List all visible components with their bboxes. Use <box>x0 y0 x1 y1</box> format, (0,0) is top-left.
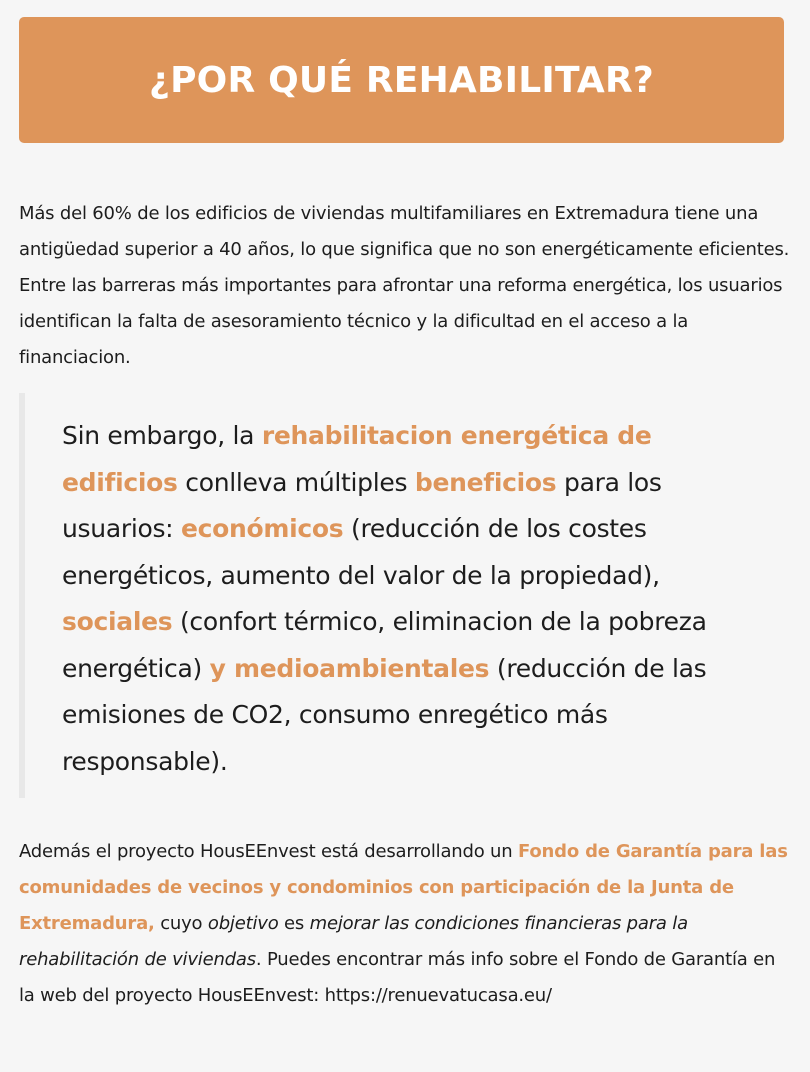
quote-text-5: (confort térmico, eliminacion de la pobreza energética) <box>62 607 707 683</box>
page-title: ¿POR QUÉ REHABILITAR? <box>149 59 654 101</box>
outro-highlight-fondo: Fondo de Garantía para las comunidades de vecinos y condominios con participación de la Junta de Extremadura, <box>19 841 788 934</box>
quote-text-2: conlleva múltiples <box>177 467 415 497</box>
outro-paragraph <box>19 834 794 1014</box>
quote-text-3: para los usuarios: <box>62 467 662 543</box>
outro-emphasis-mejorar: mejorar las condiciones financieras para la rehabilitación de viviendas <box>19 913 688 970</box>
outro-emphasis-objetivo: objetivo <box>207 913 279 934</box>
outro-text-1: Además el proyecto HousEEnvest está desarrollando un <box>19 841 518 862</box>
quote-highlight-economicos: económicos <box>180 514 344 543</box>
quote-text-4: (reducción de los costes energéticos, aumento del valor de la propiedad), <box>62 514 660 590</box>
intro-paragraph: Más del 60% de los edificios de viviendas multifamiliares en Extremadura tiene una antigüedad superior a 40 años, lo que significa que no son energéticamente eficientes. Entre las barreras más importantes para afrontar una reforma energética, los usuarios identifican la falta de asesoramiento técnico y la dificultad en el acceso a la financiacion. <box>19 203 790 368</box>
quote-highlight-beneficios: beneficios <box>414 467 557 497</box>
outro-text-3: es <box>278 913 310 934</box>
outro-text-2: cuyo <box>154 913 208 934</box>
header-banner <box>19 17 784 143</box>
quote-text-6: (reducción de las emisiones de CO2, consumo enregético más responsable). <box>62 653 707 776</box>
quote-text-1: Sin embargo, la <box>62 421 262 450</box>
quote-text <box>62 413 762 785</box>
highlight-quote <box>19 393 779 798</box>
quote-highlight-medioambientales: y medioambientales <box>209 653 490 683</box>
project-url: https://renuevatucasa.eu/ <box>324 985 552 1006</box>
outro-text-4: . Puedes encontrar más info sobre el Fondo de Garantía en la web del proyecto HousEEnvest: <box>19 949 776 1006</box>
quote-highlight-rehabilitacion: rehabilitacion energética de edificios <box>62 421 652 497</box>
quote-highlight-sociales: sociales <box>62 607 173 636</box>
